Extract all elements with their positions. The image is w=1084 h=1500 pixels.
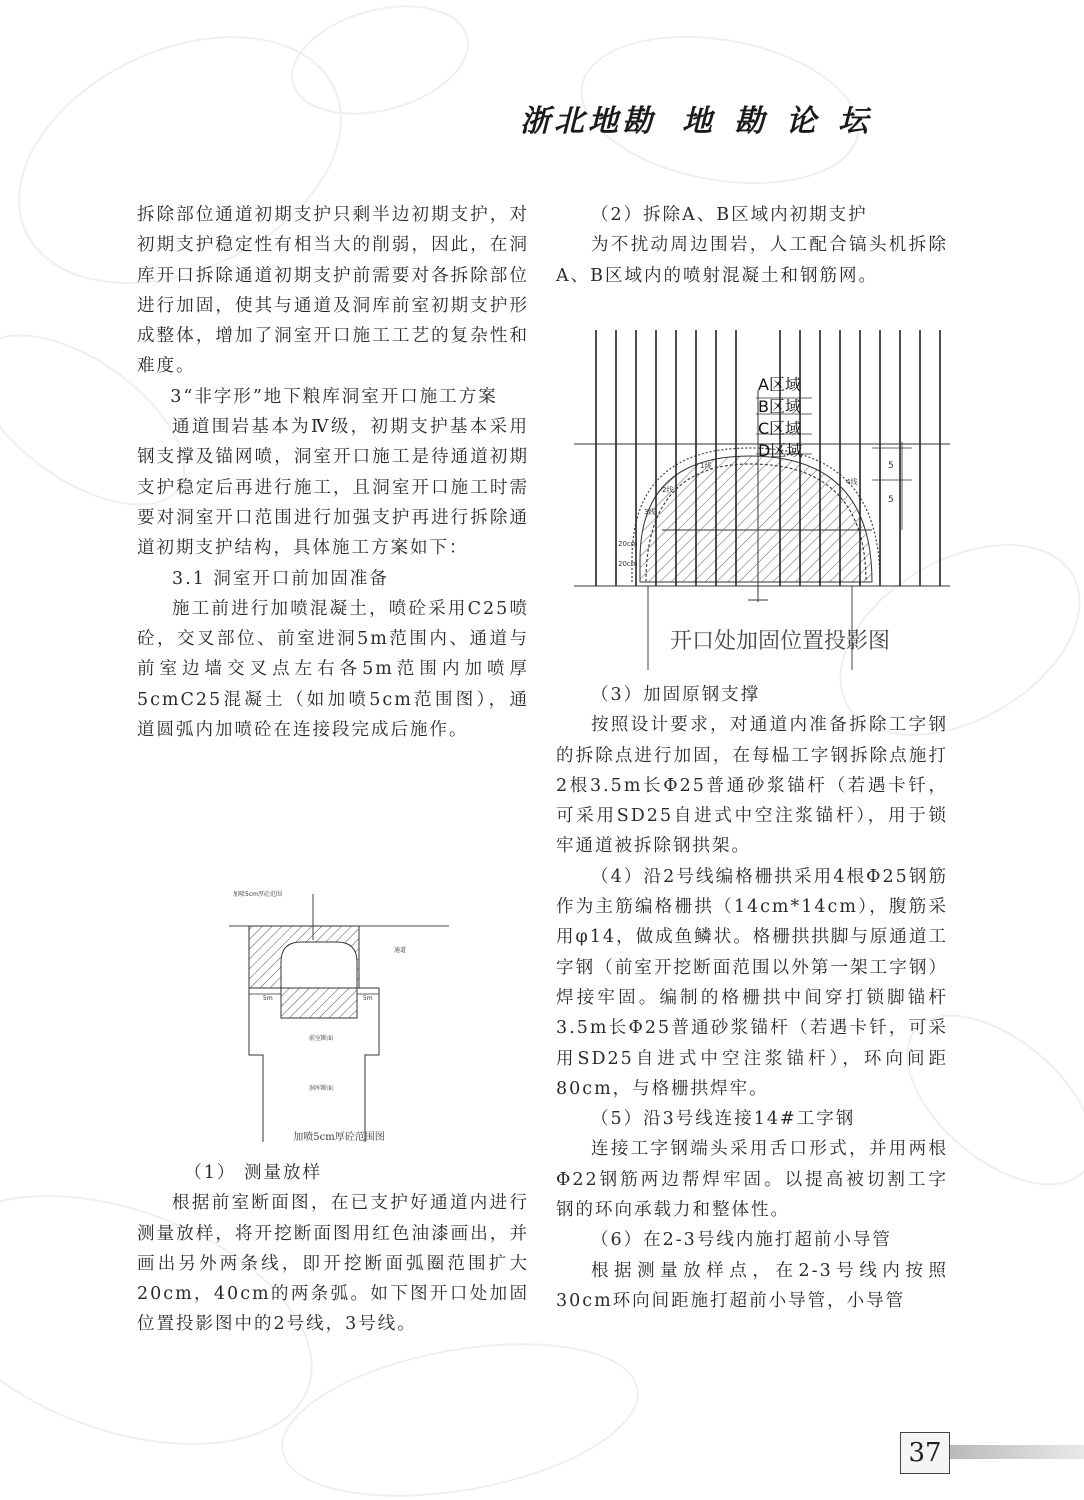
figure-projection-drawing: [572, 330, 962, 670]
header-brand: 浙北地勘: [520, 104, 656, 139]
paragraph: 为不扰动周边围岩，人工配合镐头机拆除A、B区域内的喷射混凝土和钢筋网。: [556, 235, 948, 286]
subsection-heading: （2）拆除A、B区域内初期支护: [591, 205, 868, 225]
zone-label-a: A区域: [758, 375, 801, 394]
dim-label-2: 5: [888, 495, 894, 505]
right-column-top: [556, 200, 948, 291]
zone-label-b: B区域: [758, 397, 801, 416]
figure-reinforcement-projection: [572, 330, 962, 670]
header-section: 地勘论坛: [682, 104, 890, 139]
subsection-heading: 3.1 洞室开口前加固准备: [172, 568, 389, 589]
paragraph: 按照设计要求，对通道内准备拆除工字钢的拆除点进行加固，在每榀工字钢拆除点施打2根3.5m长Φ25普通砂浆锚杆（若遇卡钎，可采用SD25自进式中空注浆锚杆），用于锁牢通道被拆除钢拱架。: [556, 715, 948, 857]
figure-dim-left: 5m: [263, 995, 273, 1002]
paragraph: 通道围岩基本为Ⅳ级，初期支护基本采用钢支撑及锚网喷，洞室开口施工是待通道初期支护稳定后再进行施工，且洞室开口施工时需要对洞室开口范围进行加强支护再进行拆除通道初期支护结构，具体施工方案如下：: [137, 417, 529, 559]
page-number-bar: [949, 1445, 1084, 1459]
offset-label-2: 20cm: [618, 560, 638, 568]
figure-side-label: 通道: [394, 947, 407, 954]
subsection-heading: （3）加固原钢支撑: [591, 685, 761, 705]
paragraph: 连接工字钢端头采用舌口形式，并用两根Φ22钢筋两边帮焊牢固。以提高被切割工字钢的环向承载力和整体性。: [556, 1139, 948, 1221]
figure-low-label: 洞库断面: [309, 1085, 334, 1092]
zone-label-d: D区域: [758, 441, 803, 460]
page-number: 37: [900, 1432, 950, 1474]
paragraph: 施工前进行加喷混凝土，喷砼采用C25喷砼，交叉部位、前室进洞5m范围内、通道与前室边墙交叉点左右各5m范围内加喷厚5cmC25混凝土（如加喷5cm范围图），通道圆弧内加喷砼在连接段完成后施作。: [137, 598, 529, 741]
line-label-1: 1线: [700, 462, 712, 470]
subsection-heading: （6）在2-3号线内施打超前小导管: [591, 1230, 892, 1251]
line-label-4: 4线: [846, 478, 858, 486]
paragraph: （4）沿2号线编格栅拱采用4根Φ25钢筋作为主筋编格栅拱（14cm*14cm），腹筋采用φ14，做成鱼鳞状。格栅拱拱脚与原通道工字钢（前室开挖断面范围以外第一架工字钢）焊接牢固。编制的格栅拱中间穿打锁脚锚杆3.5m长Φ25普通砂浆锚杆（若遇卡钎，可采用SD25自进式中空注浆锚杆），环向间距80cm，与格栅拱焊牢。: [556, 866, 948, 1099]
paragraph: 根据前室断面图，在已支护好通道内进行测量放样，将开挖断面图用红色油漆画出，并画出另外两条线，即开挖断面弧圈范围扩大20cm，40cm的两条弧。如下图开口处加固位置投影图中的2号线，3号线。: [137, 1193, 529, 1335]
figure-caption: 开口处加固位置投影图: [670, 629, 891, 654]
left-column-bottom: [137, 1158, 529, 1340]
left-column: [137, 200, 529, 745]
header-title: [520, 96, 950, 142]
figure-shotcrete-drawing: [229, 880, 449, 1150]
figure-caption: 加喷5cm厚砼范围图: [293, 1132, 385, 1143]
right-column-bottom: [556, 680, 948, 1316]
dim-label-1: 5: [888, 461, 894, 471]
subsection-heading: （1） 测量放样: [184, 1163, 322, 1183]
line-label-2: 2线: [662, 486, 674, 494]
subsection-heading: （5）沿3号线连接14#工字钢: [591, 1109, 856, 1130]
line-label-3: 3线: [644, 508, 656, 516]
figure-mid-label: 前室断面: [309, 1035, 334, 1042]
figure-shotcrete-range: [229, 880, 449, 1150]
paragraph: 根据测量放样点，在2-3号线内按照30cm环向间距施打超前小导管，小导管: [556, 1260, 948, 1311]
figure-top-label: 加喷5cm厚砼范围: [233, 891, 282, 898]
zone-label-c: C区域: [758, 419, 802, 438]
figure-dim-right: 5m: [363, 995, 373, 1002]
paragraph: 拆除部位通道初期支护只剩半边初期支护，对初期支护稳定性有相当大的削弱，因此，在洞库开口拆除通道初期支护前需要对各拆除部位进行加固，使其与通道及洞库前室初期支护形成整体，增加了洞室开口施工工艺的复杂性和难度。: [137, 205, 529, 377]
offset-label-1: 20cm: [618, 540, 638, 548]
section-heading: 3“非字形”地下粮库洞室开口施工方案: [170, 386, 498, 407]
